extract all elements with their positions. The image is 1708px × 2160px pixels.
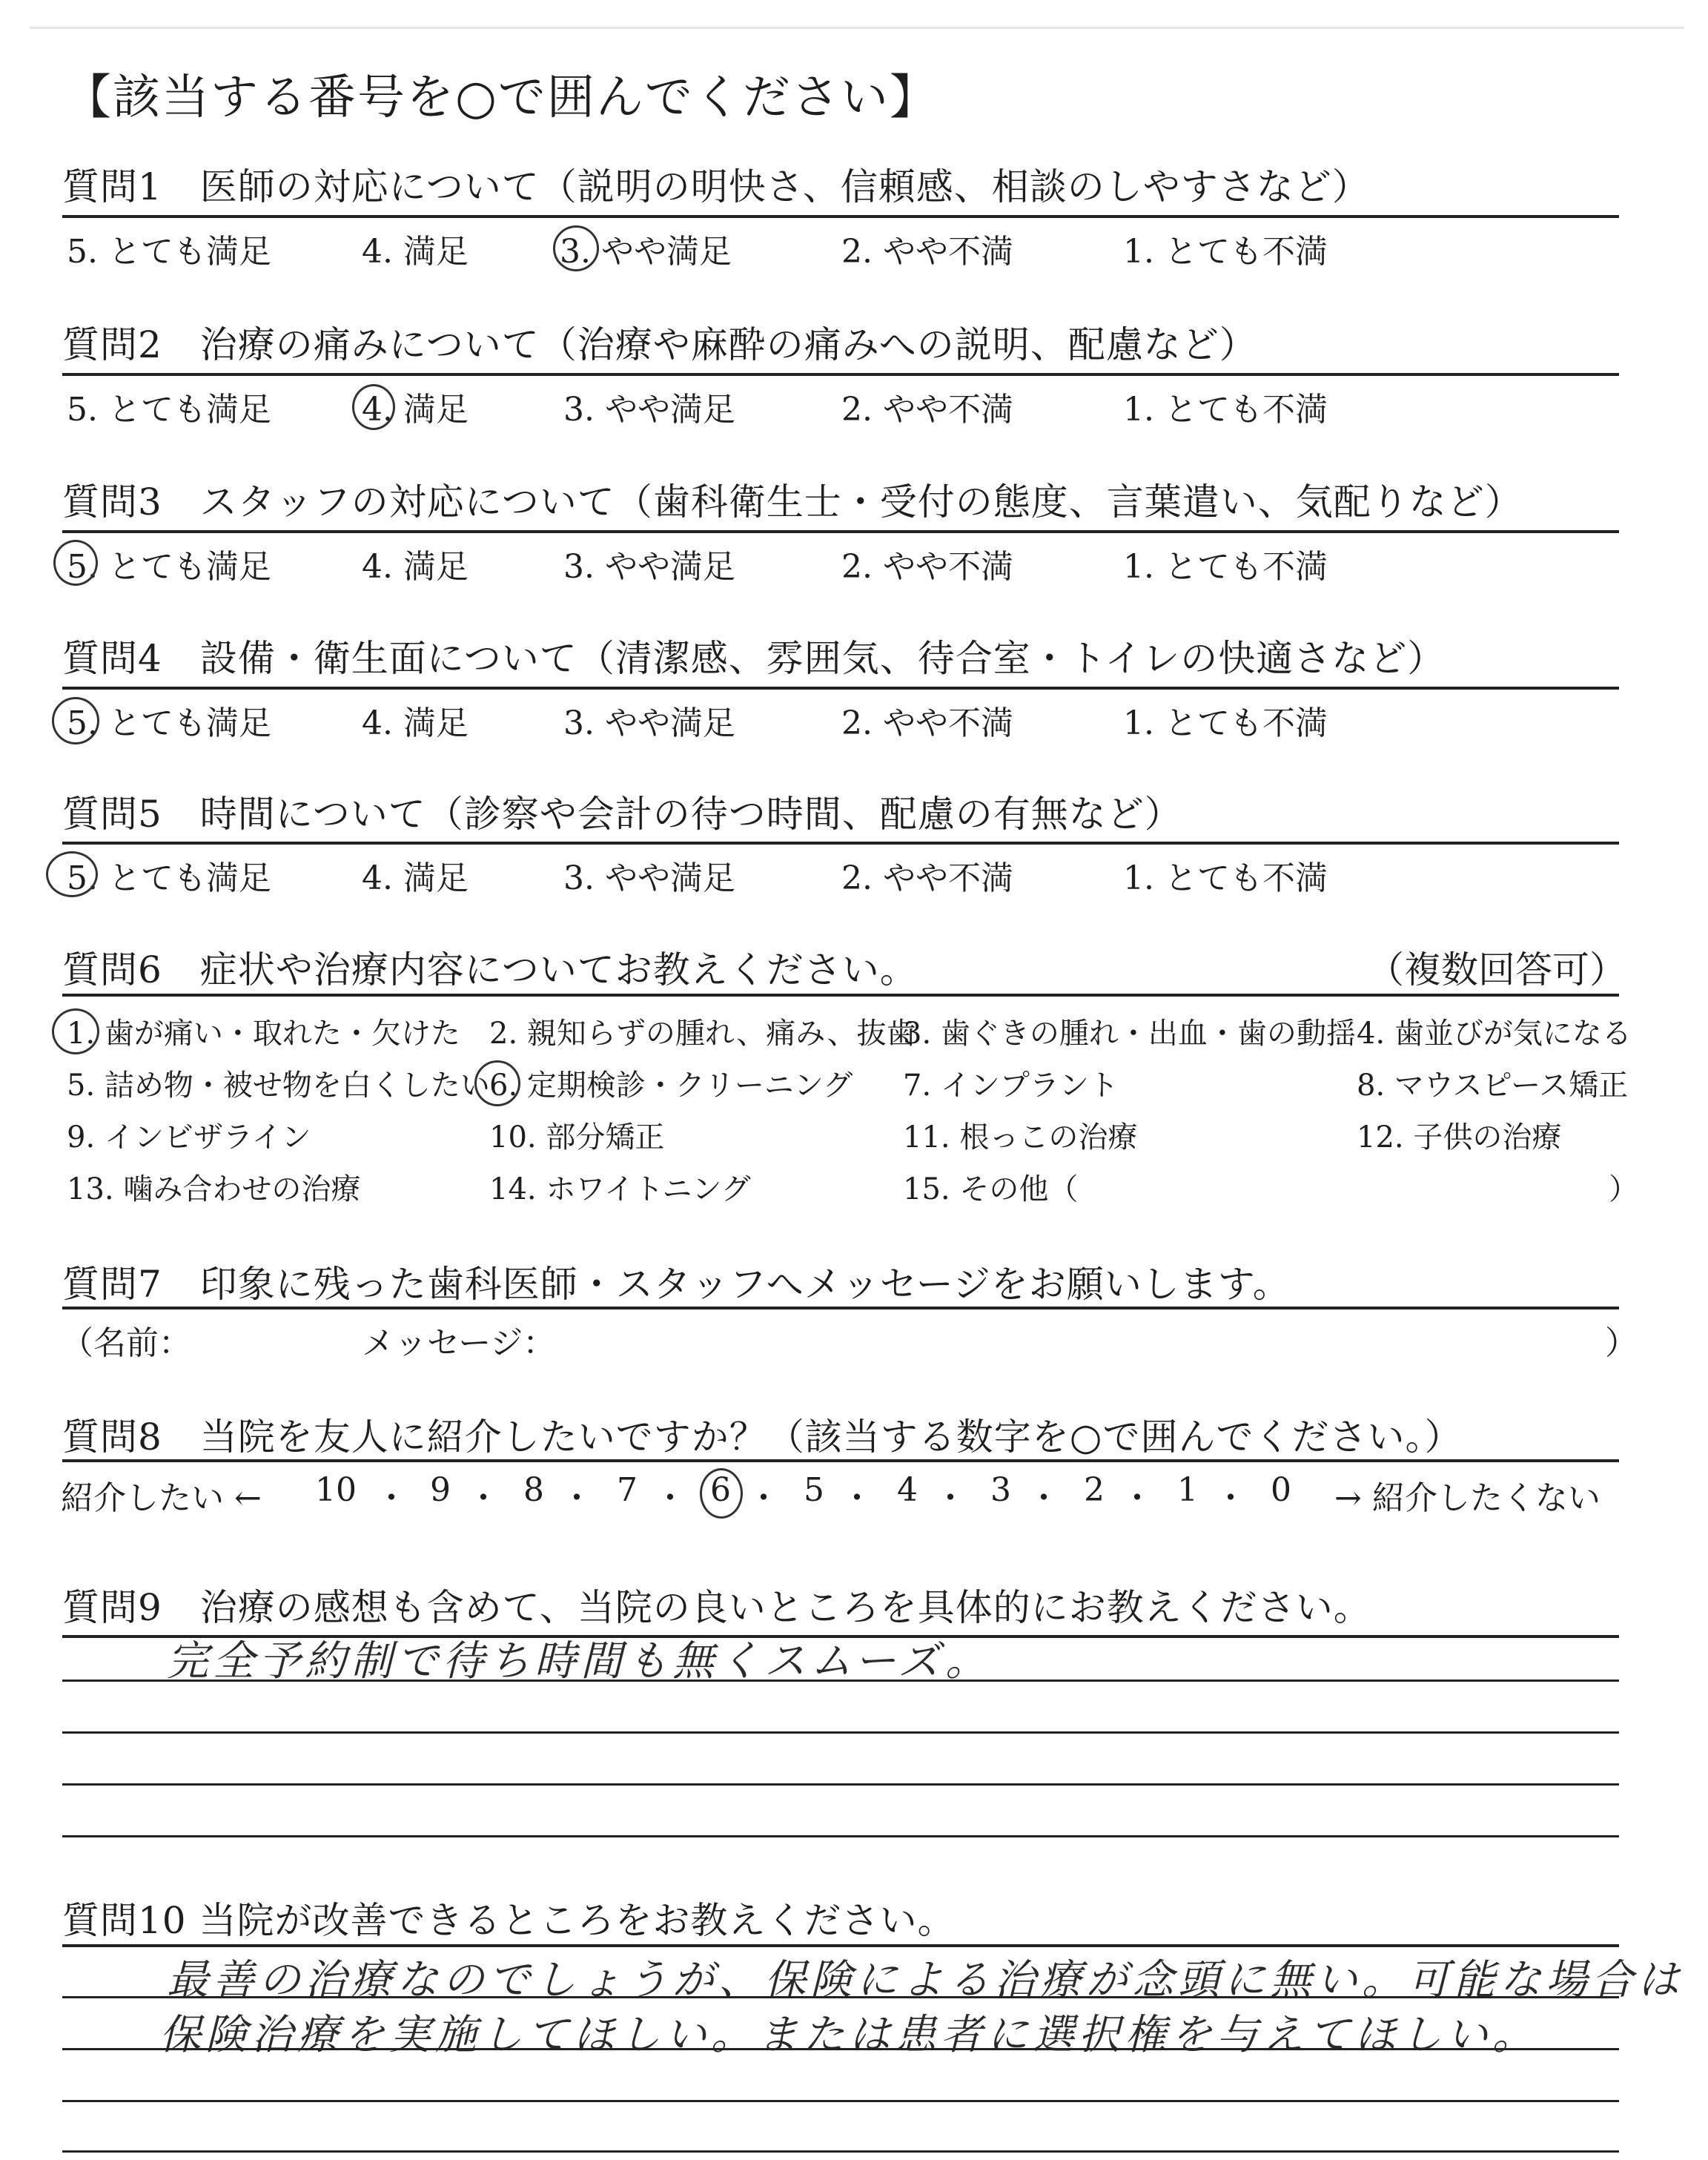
- q2-option-5[interactable]: 5. とても満足: [67, 391, 271, 429]
- q1-answer-circle: [553, 225, 599, 271]
- q4-option-2[interactable]: 2. やや不満: [841, 704, 1013, 742]
- q3-rule: [62, 530, 1619, 533]
- q10-rule-3: [62, 2048, 1619, 2050]
- q8-dot: ・: [467, 1479, 500, 1517]
- q5-option-4[interactable]: 4. 満足: [362, 859, 469, 897]
- q6-multiple-note: （複数回答可）: [1367, 948, 1626, 991]
- q2-option-4[interactable]: 4. 満足: [362, 391, 469, 429]
- q6-rule: [62, 994, 1619, 997]
- q6-option-15[interactable]: 15. その他（: [903, 1172, 1079, 1206]
- q8-score-1[interactable]: 1: [1177, 1471, 1198, 1509]
- q6-title: 質問6 症状や治療内容についてお教えください。: [62, 948, 918, 991]
- q3-option-3[interactable]: 3. やや満足: [563, 548, 735, 586]
- q8-score-0[interactable]: 0: [1271, 1471, 1291, 1509]
- q6-option-4[interactable]: 4. 歯並びが気になる: [1357, 1017, 1632, 1051]
- q7-rule: [62, 1307, 1619, 1309]
- q9-rule-2: [62, 1680, 1619, 1682]
- q8-dot: ・: [1121, 1479, 1153, 1517]
- q6-option-2[interactable]: 2. 親知らずの腫れ、痛み、抜歯: [489, 1017, 916, 1051]
- q6-option-8[interactable]: 8. マウスピース矯正: [1357, 1069, 1629, 1103]
- q9-rule-4: [62, 1783, 1619, 1786]
- q6-option-14[interactable]: 14. ホワイトニング: [489, 1172, 751, 1206]
- q6-option-6[interactable]: 6. 定期検診・クリーニング: [489, 1069, 853, 1103]
- q4-title: 質問4 設備・衛生面について（清潔感、雰囲気、待合室・トイレの快適さなど）: [62, 637, 1446, 680]
- q4-answer-circle: [52, 697, 99, 744]
- q8-score-2[interactable]: 2: [1084, 1471, 1105, 1509]
- q5-answer-circle: [46, 851, 98, 897]
- q7-close-paren: ）: [1605, 1324, 1638, 1362]
- q9-handwritten-answer: 完全予約制で待ち時間も無くスムーズ。: [167, 1637, 992, 1685]
- q3-title: 質問3 スタッフの対応について（歯科衛生士・受付の態度、言葉遣い、気配りなど）: [62, 480, 1523, 524]
- q5-option-5[interactable]: 5. とても満足: [67, 859, 271, 897]
- q10-title: 質問10 当院が改善できるところをお教えください。: [62, 1899, 956, 1942]
- q8-score-5[interactable]: 5: [804, 1471, 824, 1509]
- q8-dot: ・: [1027, 1479, 1060, 1517]
- top-border: [30, 27, 1684, 29]
- q6-option-5[interactable]: 5. 詰め物・被せ物を白くしたい: [67, 1069, 490, 1103]
- q6-option-10[interactable]: 10. 部分矯正: [489, 1120, 665, 1155]
- q2-title: 質問2 治療の痛みについて（治療や麻酔の痛みへの説明、配慮など）: [62, 323, 1257, 366]
- q6-option-13[interactable]: 13. 噛み合わせの治療: [67, 1172, 361, 1206]
- q2-option-1[interactable]: 1. とても不満: [1123, 391, 1328, 429]
- q8-score-4[interactable]: 4: [897, 1471, 918, 1509]
- q5-option-1[interactable]: 1. とても不満: [1123, 859, 1328, 897]
- q2-answer-circle: [352, 384, 395, 430]
- q6-option-15-close: ）: [1609, 1172, 1638, 1206]
- q1-rule: [62, 215, 1619, 218]
- q8-answer-circle: [700, 1468, 743, 1519]
- q7-name-label: （名前：: [61, 1324, 191, 1362]
- q6-answer-circle-1: [52, 1008, 99, 1054]
- q6-option-7[interactable]: 7. インプラント: [903, 1069, 1119, 1103]
- q1-title: 質問1 医師の対応について（説明の明快さ、信頼感、相談のしやすさなど）: [62, 165, 1370, 208]
- q5-option-3[interactable]: 3. やや満足: [563, 859, 735, 897]
- q8-dot: ・: [747, 1479, 780, 1517]
- instruction-heading: 【該当する番号を○で囲んでください】: [64, 70, 939, 125]
- q4-option-5[interactable]: 5. とても満足: [67, 704, 271, 742]
- q8-title: 質問8 当院を友人に紹介したいですか？（該当する数字を○で囲んでください。）: [62, 1416, 1463, 1459]
- q4-option-4[interactable]: 4. 満足: [362, 704, 469, 742]
- q7-title: 質問7 印象に残った歯科医師・スタッフへメッセージをお願いします。: [62, 1263, 1291, 1306]
- q8-score-8[interactable]: 8: [523, 1471, 544, 1509]
- q6-option-3[interactable]: 3. 歯ぐきの腫れ・出血・歯の動揺: [903, 1017, 1356, 1051]
- q7-message-label: メッセージ：: [362, 1324, 556, 1362]
- q2-option-2[interactable]: 2. やや不満: [841, 391, 1013, 429]
- q10-rule-2: [62, 1996, 1619, 1998]
- q4-option-1[interactable]: 1. とても不満: [1123, 704, 1328, 742]
- q6-option-12[interactable]: 12. 子供の治療: [1357, 1120, 1562, 1155]
- q3-option-5[interactable]: 5. とても満足: [67, 548, 271, 586]
- q9-rule-5: [62, 1835, 1619, 1837]
- q8-dot: ・: [934, 1479, 967, 1517]
- q3-option-2[interactable]: 2. やや不満: [841, 548, 1013, 586]
- q4-option-3[interactable]: 3. やや満足: [563, 704, 735, 742]
- q1-option-3[interactable]: 3. やや満足: [560, 233, 732, 271]
- q3-option-4[interactable]: 4. 満足: [362, 548, 469, 586]
- q8-dot: ・: [654, 1479, 686, 1517]
- q8-score-6[interactable]: 6: [710, 1471, 731, 1509]
- q8-score-7[interactable]: 7: [617, 1471, 638, 1509]
- q8-dot: ・: [560, 1479, 593, 1517]
- q2-rule: [62, 373, 1619, 376]
- q2-option-3[interactable]: 3. やや満足: [563, 391, 735, 429]
- q6-option-9[interactable]: 9. インビザライン: [67, 1120, 311, 1155]
- q9-rule-3: [62, 1731, 1619, 1734]
- q1-option-1[interactable]: 1. とても不満: [1123, 233, 1328, 271]
- q1-option-5[interactable]: 5. とても満足: [67, 233, 271, 271]
- q8-dot: ・: [841, 1479, 873, 1517]
- q5-rule: [62, 842, 1619, 845]
- q5-title: 質問5 時間について（診察や会計の待つ時間、配慮の有無など）: [62, 793, 1182, 836]
- q10-rule-5: [62, 2150, 1619, 2153]
- q6-answer-circle-6: [474, 1060, 520, 1106]
- q8-score-3[interactable]: 3: [990, 1471, 1011, 1509]
- q8-dot: ・: [1214, 1479, 1247, 1517]
- q8-right-label: → 紹介したくない: [1334, 1479, 1601, 1517]
- q5-option-2[interactable]: 2. やや不満: [841, 859, 1013, 897]
- q3-option-1[interactable]: 1. とても不満: [1123, 548, 1328, 586]
- q1-option-2[interactable]: 2. やや不満: [841, 233, 1013, 271]
- q10-handwritten-answer-line1: 最善の治療なのでしょうが、保険による治療が念頭に無い。可能な場合は: [167, 1956, 1684, 2004]
- q10-rule-4: [62, 2100, 1619, 2102]
- q3-answer-circle: [53, 540, 98, 586]
- q8-dot: ・: [375, 1479, 408, 1517]
- q4-rule: [62, 687, 1619, 690]
- q1-option-4[interactable]: 4. 満足: [362, 233, 469, 271]
- q8-left-label: 紹介したい ←: [61, 1479, 262, 1517]
- q8-rule: [62, 1459, 1619, 1462]
- q8-score-10[interactable]: 10: [315, 1471, 357, 1509]
- q10-handwritten-answer-line2: 保険治療を実施してほしい。または患者に選択権を与えてほしい。: [159, 2011, 1538, 2059]
- q9-title: 質問9 治療の感想も含めて、当院の良いところを具体的にお教えください。: [62, 1586, 1371, 1629]
- q8-score-9[interactable]: 9: [430, 1471, 451, 1509]
- q6-option-11[interactable]: 11. 根っこの治療: [903, 1120, 1138, 1155]
- q6-option-1[interactable]: 1. 歯が痛い・取れた・欠けた: [67, 1017, 460, 1051]
